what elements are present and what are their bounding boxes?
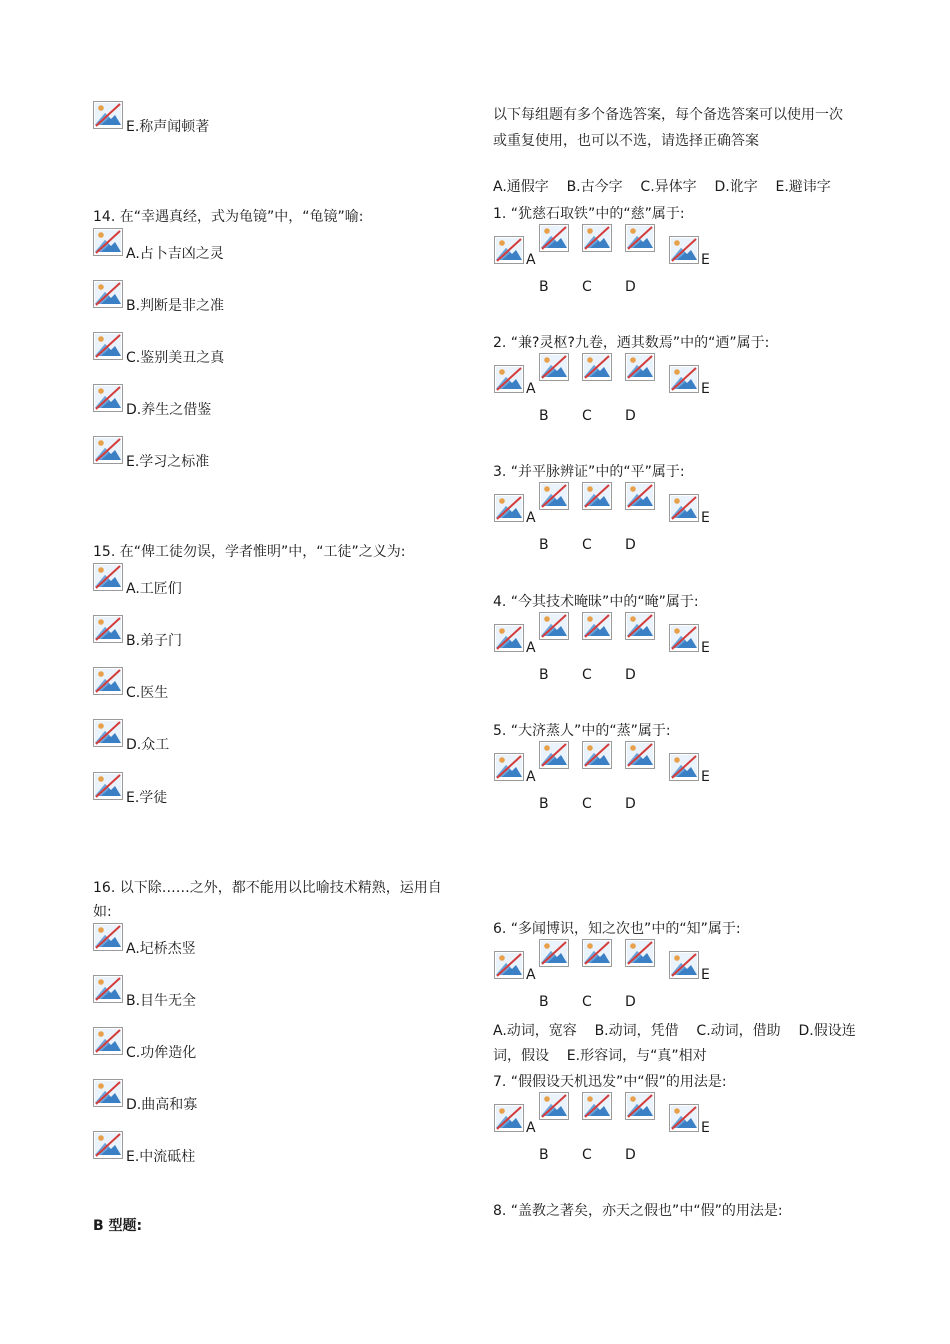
broken-image-icon	[93, 975, 123, 1003]
option-label: A.占卜吉凶之灵	[126, 246, 224, 262]
option-label: D.曲高和寡	[126, 1097, 198, 1113]
option-label: E.中流砥柱	[126, 1149, 196, 1165]
answer-choices-continued: 词，假设 E.形容词，与“真”相对	[493, 1048, 707, 1064]
question-title: 2. “兼?灵枢?九卷，迺其数焉”中的“迺”属于:	[493, 335, 770, 351]
section-heading: B 型题:	[93, 1218, 143, 1234]
broken-image-icon	[93, 719, 123, 747]
choice-letter: D	[625, 537, 636, 553]
broken-image-icon	[494, 1104, 524, 1132]
choice-letter: A	[526, 1120, 536, 1136]
question-title: 14. 在“幸遇真经，式为龟镜”中，“龟镜”喻:	[93, 209, 364, 225]
broken-image-icon	[582, 1092, 612, 1120]
question-title: 6. “多闻博识，知之次也”中的“知”属于:	[493, 921, 741, 937]
broken-image-icon	[539, 353, 569, 381]
broken-image-icon	[582, 741, 612, 769]
option-label: C.鉴别美丑之真	[126, 350, 225, 366]
choice-letter: B	[539, 1147, 549, 1163]
choice-letter: D	[625, 994, 636, 1010]
instructions-continued: 或重复使用，也可以不选，请选择正确答案	[493, 133, 759, 149]
broken-image-icon	[625, 939, 655, 967]
choice-letter: B	[539, 667, 549, 683]
question-title: 5. “大济蒸人”中的“蒸”属于:	[493, 723, 671, 739]
broken-image-icon	[93, 923, 123, 951]
choice-letter: D	[625, 1147, 636, 1163]
broken-image-icon	[494, 236, 524, 264]
broken-image-icon	[539, 224, 569, 252]
option-label: B.弟子门	[126, 633, 183, 649]
choice-letter: B	[539, 994, 549, 1010]
option-label: A.工匠们	[126, 581, 182, 597]
broken-image-icon	[625, 482, 655, 510]
broken-image-icon	[93, 280, 123, 308]
broken-image-icon	[582, 353, 612, 381]
choice-letter: E	[701, 967, 710, 983]
broken-image-icon	[93, 101, 123, 129]
option-label: C.医生	[126, 685, 169, 701]
option-label: B.判断是非之准	[126, 298, 225, 314]
choice-letter: C	[582, 537, 592, 553]
option-label: E.学习之标准	[126, 454, 210, 470]
broken-image-icon	[625, 741, 655, 769]
broken-image-icon	[669, 1104, 699, 1132]
choice-letter: E	[701, 510, 710, 526]
option-label: B.目牛无全	[126, 993, 197, 1009]
choice-letter: B	[539, 408, 549, 424]
option-label: E.学徒	[126, 790, 168, 806]
broken-image-icon	[494, 365, 524, 393]
broken-image-icon	[539, 741, 569, 769]
choice-letter: C	[582, 408, 592, 424]
choice-letter: A	[526, 640, 536, 656]
answer-choices: A.通假字 B.古今字 C.异体字 D.讹字 E.避讳字	[493, 179, 831, 195]
broken-image-icon	[582, 939, 612, 967]
question-title: 8. “盖教之著矣，亦天之假也”中“假”的用法是:	[493, 1203, 783, 1219]
broken-image-icon	[582, 482, 612, 510]
option-label: D.众工	[126, 737, 170, 753]
choice-letter: B	[539, 796, 549, 812]
broken-image-icon	[669, 365, 699, 393]
question-title: 16. 以下除……之外，都不能用以比喻技术精熟，运用自	[93, 880, 442, 896]
broken-image-icon	[93, 436, 123, 464]
choice-letter: E	[701, 252, 710, 268]
broken-image-icon	[494, 753, 524, 781]
choice-letter: B	[539, 537, 549, 553]
choice-letter: A	[526, 967, 536, 983]
broken-image-icon	[93, 332, 123, 360]
broken-image-icon	[494, 624, 524, 652]
choice-letter: A	[526, 769, 536, 785]
choice-letter: E	[701, 769, 710, 785]
choice-letter: A	[526, 252, 536, 268]
choice-letter: C	[582, 994, 592, 1010]
broken-image-icon	[625, 353, 655, 381]
choice-letter: C	[582, 796, 592, 812]
broken-image-icon	[93, 1079, 123, 1107]
broken-image-icon	[625, 612, 655, 640]
broken-image-icon	[93, 228, 123, 256]
broken-image-icon	[625, 224, 655, 252]
choice-letter: E	[701, 1120, 710, 1136]
choice-letter: D	[625, 667, 636, 683]
question-title: 4. “今其技术晻昧”中的“晻”属于:	[493, 594, 699, 610]
broken-image-icon	[539, 482, 569, 510]
broken-image-icon	[93, 667, 123, 695]
broken-image-icon	[93, 772, 123, 800]
choice-letter: E	[701, 640, 710, 656]
broken-image-icon	[669, 624, 699, 652]
broken-image-icon	[494, 951, 524, 979]
choice-letter: A	[526, 381, 536, 397]
broken-image-icon	[494, 494, 524, 522]
broken-image-icon	[669, 753, 699, 781]
choice-letter: D	[625, 796, 636, 812]
choice-letter: C	[582, 279, 592, 295]
choice-letter: D	[625, 408, 636, 424]
choice-letter: C	[582, 1147, 592, 1163]
broken-image-icon	[539, 1092, 569, 1120]
choice-letter: E	[701, 381, 710, 397]
question-title: 7. “假假设天机迅发”中“假”的用法是:	[493, 1074, 727, 1090]
choice-letter: D	[625, 279, 636, 295]
broken-image-icon	[539, 939, 569, 967]
question-title: 3. “并平脉辨证”中的“平”属于:	[493, 464, 685, 480]
broken-image-icon	[539, 612, 569, 640]
option-label: A.圮桥杰竖	[126, 941, 196, 957]
broken-image-icon	[625, 1092, 655, 1120]
choice-letter: A	[526, 510, 536, 526]
answer-choices: A.动词，宽容 B.动词，凭借 C.动词，借助 D.假设连	[493, 1023, 856, 1039]
broken-image-icon	[93, 1027, 123, 1055]
broken-image-icon	[669, 236, 699, 264]
broken-image-icon	[93, 563, 123, 591]
choice-letter: B	[539, 279, 549, 295]
broken-image-icon	[669, 494, 699, 522]
broken-image-icon	[93, 615, 123, 643]
instructions: 以下每组题有多个备选答案，每个备选答案可以使用一次	[493, 107, 843, 123]
option-label: D.养生之借鉴	[126, 402, 212, 418]
broken-image-icon	[93, 1131, 123, 1159]
broken-image-icon	[582, 612, 612, 640]
option-label: C.功侔造化	[126, 1045, 197, 1061]
broken-image-icon	[93, 384, 123, 412]
question-title-continued: 如:	[93, 904, 112, 920]
broken-image-icon	[582, 224, 612, 252]
choice-letter: C	[582, 667, 592, 683]
broken-image-icon	[669, 951, 699, 979]
question-title: 1. “犹慈石取铁”中的“慈”属于:	[493, 206, 685, 222]
question-title: 15. 在“俾工徒勿误，学者惟明”中，“工徒”之义为:	[93, 544, 406, 560]
option-label: E.称声闻顿著	[126, 119, 210, 135]
